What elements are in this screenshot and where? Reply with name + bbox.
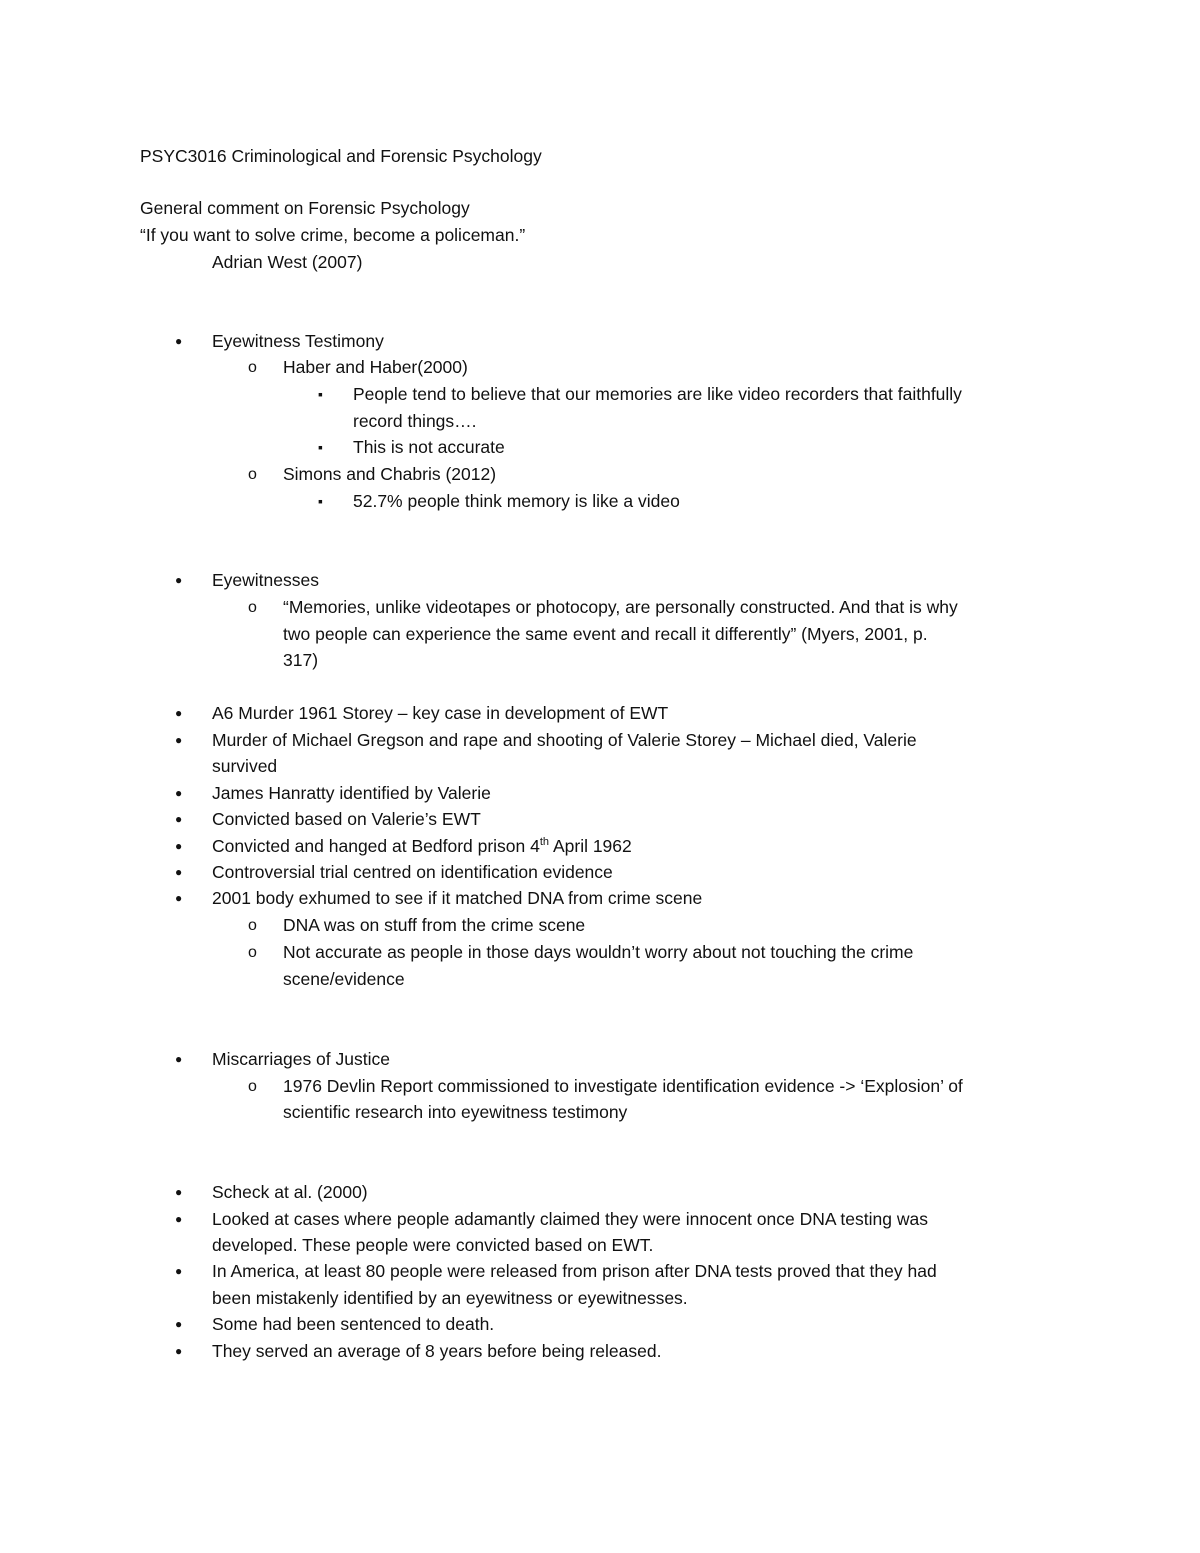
list-item-continuation: survived (212, 756, 278, 776)
list-item: 1976 Devlin Report commissioned to investigate identification evidence -> ‘Explosion’ of (283, 1076, 963, 1096)
list-item: Scheck at al. (2000) (212, 1182, 368, 1202)
bullet-dot-icon (175, 885, 182, 912)
list-item: They served an average of 8 years before being released. (212, 1341, 662, 1361)
bullet-dot-icon (175, 727, 182, 754)
bullet-dot-icon (175, 859, 182, 886)
list-item: 52.7% people think memory is like a video (353, 491, 680, 511)
list-item: This is not accurate (353, 437, 505, 457)
list-item-continuation: 317) (283, 650, 319, 670)
list-item: A6 Murder 1961 Storey – key case in development of EWT (212, 703, 669, 723)
list-item: Miscarriages of Justice (212, 1049, 390, 1069)
bullet-dot-icon (175, 806, 182, 833)
bullet-dot-icon (175, 780, 182, 807)
bullet-square-icon (318, 488, 323, 514)
bullet-dot-icon (175, 1206, 182, 1233)
list-item: Simons and Chabris (2012) (283, 464, 497, 484)
section-subtitle: General comment on Forensic Psychology (140, 198, 470, 218)
list-item: Murder of Michael Gregson and rape and shooting of Valerie Storey – Michael died, Valerie (212, 730, 917, 750)
bullet-circle-icon (248, 354, 257, 381)
list-item (212, 833, 632, 859)
bullet-dot-icon (175, 833, 182, 860)
list-item: Not accurate as people in those days wouldn’t worry about not touching the crime (283, 942, 914, 962)
list-item: Looked at cases where people adamantly claimed they were innocent once DNA testing was (212, 1209, 928, 1229)
bullet-dot-icon (175, 1338, 182, 1365)
list-item: Controversial trial centred on identification evidence (212, 862, 613, 882)
list-item: “Memories, unlike videotapes or photocopy, are personally constructed. And that is why (283, 597, 958, 617)
list-item: Haber and Haber(2000) (283, 357, 468, 377)
list-item-continuation: two people can experience the same event and recall it differently” (Myers, 2001, p. (283, 624, 928, 644)
bullet-dot-icon (175, 1258, 182, 1285)
bullet-square-icon (318, 381, 323, 407)
bullet-circle-icon (248, 939, 257, 966)
list-item-text: Convicted and hanged at Bedford prison 4 (212, 836, 540, 856)
list-item: DNA was on stuff from the crime scene (283, 915, 586, 935)
bullet-dot-icon (175, 700, 182, 727)
bullet-circle-icon (248, 912, 257, 939)
bullet-circle-icon (248, 461, 257, 488)
superscript-text: th (539, 836, 550, 849)
quote-text: “If you want to solve crime, become a policeman.” (140, 225, 526, 245)
list-item-continuation: developed. These people were convicted based on EWT. (212, 1235, 654, 1255)
list-item: James Hanratty identified by Valerie (212, 783, 491, 803)
bullet-dot-icon (175, 1179, 182, 1206)
list-item-continuation: scene/evidence (283, 969, 405, 989)
bullet-dot-icon (175, 1046, 182, 1073)
bullet-square-icon (318, 434, 323, 460)
bullet-circle-icon (248, 594, 257, 621)
list-item-continuation: scientific research into eyewitness testimony (283, 1102, 628, 1122)
list-item: Eyewitness Testimony (212, 331, 384, 351)
list-item: Convicted based on Valerie’s EWT (212, 809, 481, 829)
list-item: People tend to believe that our memories are like video recorders that faithfully (353, 384, 962, 404)
bullet-dot-icon (175, 1311, 182, 1338)
list-item: 2001 body exhumed to see if it matched DNA from crime scene (212, 888, 703, 908)
list-item: Some had been sentenced to death. (212, 1314, 495, 1334)
list-item: In America, at least 80 people were released from prison after DNA tests proved that they had (212, 1261, 937, 1281)
bullet-dot-icon (175, 567, 182, 594)
list-item-continuation: record things…. (353, 411, 477, 431)
list-item-continuation: been mistakenly identified by an eyewitness or eyewitnesses. (212, 1288, 688, 1308)
list-item-text: April 1962 (549, 836, 632, 856)
bullet-circle-icon (248, 1073, 257, 1100)
document-title: PSYC3016 Criminological and Forensic Psychology (140, 146, 542, 166)
bullet-dot-icon (175, 328, 182, 355)
list-item: Eyewitnesses (212, 570, 319, 590)
quote-author: Adrian West (2007) (212, 252, 363, 272)
